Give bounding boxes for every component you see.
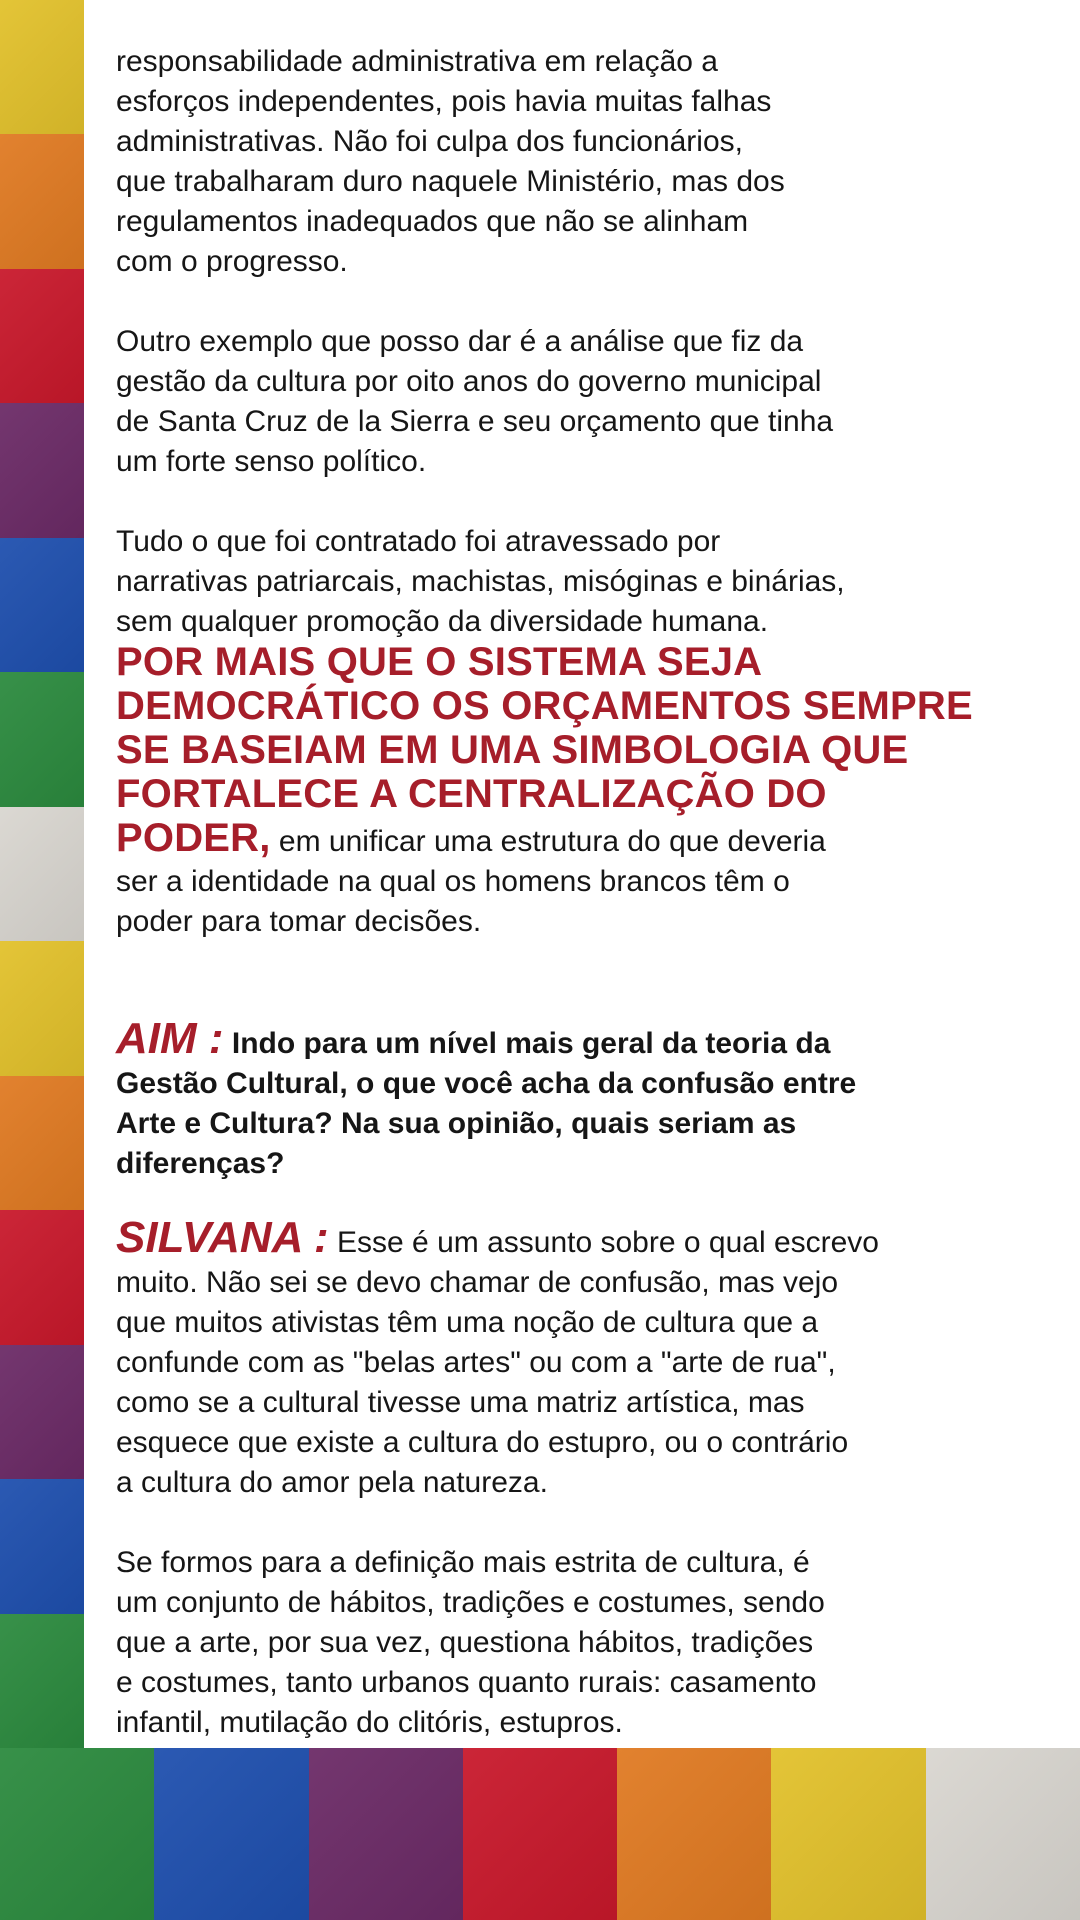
strip-segment-orange	[0, 134, 84, 268]
left-color-strip	[0, 0, 84, 1748]
paragraph-3: Tudo o que foi contratado foi atravessado por narrativas patriarcais, machistas, misóginas e binárias, sem qualquer promoção da diversidade humana.	[116, 525, 845, 638]
strip-segment-orange	[0, 1076, 84, 1210]
strip-segment-purple	[0, 403, 84, 537]
strip-segment-blue	[0, 538, 84, 672]
strip-segment-yellow	[0, 941, 84, 1075]
paragraph-1: responsabilidade administrativa em relação a esforços independentes, pois havia muitas falhas administrativas. Não foi culpa dos funcionários, que trabalharam duro naquele Ministério, mas dos regulamentos inadequados que não se alinham com o progresso.	[116, 45, 785, 278]
speaker-label-aim: AIM :	[116, 1014, 224, 1063]
article-text	[116, 42, 1046, 1743]
bottom-segment-yellow	[771, 1748, 925, 1920]
bottom-color-strip	[0, 1748, 1080, 1920]
bottom-segment-purple	[309, 1748, 463, 1920]
strip-segment-red	[0, 1210, 84, 1344]
strip-segment-red	[0, 269, 84, 403]
silvana-answer	[116, 1213, 1046, 1503]
strip-segment-purple	[0, 1345, 84, 1479]
speaker-label-silvana: SILVANA :	[116, 1213, 329, 1262]
paragraph-6: Se formos para a definição mais estrita de cultura, é um conjunto de hábitos, tradições e costumes, sendo que a arte, por sua vez, questiona hábitos, tradições e costumes, tanto urbanos quanto rurais: casamento infantil, mutilação do clitóris, estupros.	[116, 1546, 825, 1739]
strip-segment-white	[0, 807, 84, 941]
strip-segment-blue	[0, 1479, 84, 1613]
aim-question-text: Indo para um nível mais geral da teoria da Gestão Cultural, o que você acha da confusão entre Arte e Cultura? Na sua opinião, quais seriam as diferenças?	[116, 1027, 857, 1180]
paragraph-2: Outro exemplo que posso dar é a análise que fiz da gestão da cultura por oito anos do governo municipal de Santa Cruz de la Sierra e seu orçamento que tinha um forte senso político.	[116, 325, 834, 478]
article-card	[84, 0, 1080, 1748]
bottom-segment-red	[463, 1748, 617, 1920]
bottom-segment-green	[0, 1748, 154, 1920]
silvana-answer-text: Esse é um assunto sobre o qual escrevo muito. Não sei se devo chamar de confusão, mas vejo que muitos ativistas têm uma noção de cultura que a confunde com as "belas artes" ou com a "arte de rua", como se a cultural tivesse uma matriz artística, mas esquece que existe a cultura do estupro, ou o contrário a cultura do amor pela natureza.	[116, 1226, 879, 1499]
strip-segment-green	[0, 672, 84, 806]
strip-segment-green	[0, 1614, 84, 1748]
aim-question	[116, 1014, 1046, 1184]
paragraph-4	[116, 642, 1046, 942]
strip-segment-yellow	[0, 0, 84, 134]
highlight-quote: POR MAIS QUE O SISTEMA SEJA DEMOCRÁTICO OS ORÇAMENTOS SEMPRE SE BASEIAM EM UMA SIMBOLOGIA QUE FORTALECE A CENTRALIZAÇÃO DO PODER,	[116, 640, 973, 860]
bottom-segment-blue	[154, 1748, 308, 1920]
bottom-segment-white	[926, 1748, 1080, 1920]
bottom-segment-orange	[617, 1748, 771, 1920]
paragraph-4-rest: em unificar uma estrutura do que deveria ser a identidade na qual os homens brancos têm o poder para tomar decisões.	[116, 825, 826, 938]
